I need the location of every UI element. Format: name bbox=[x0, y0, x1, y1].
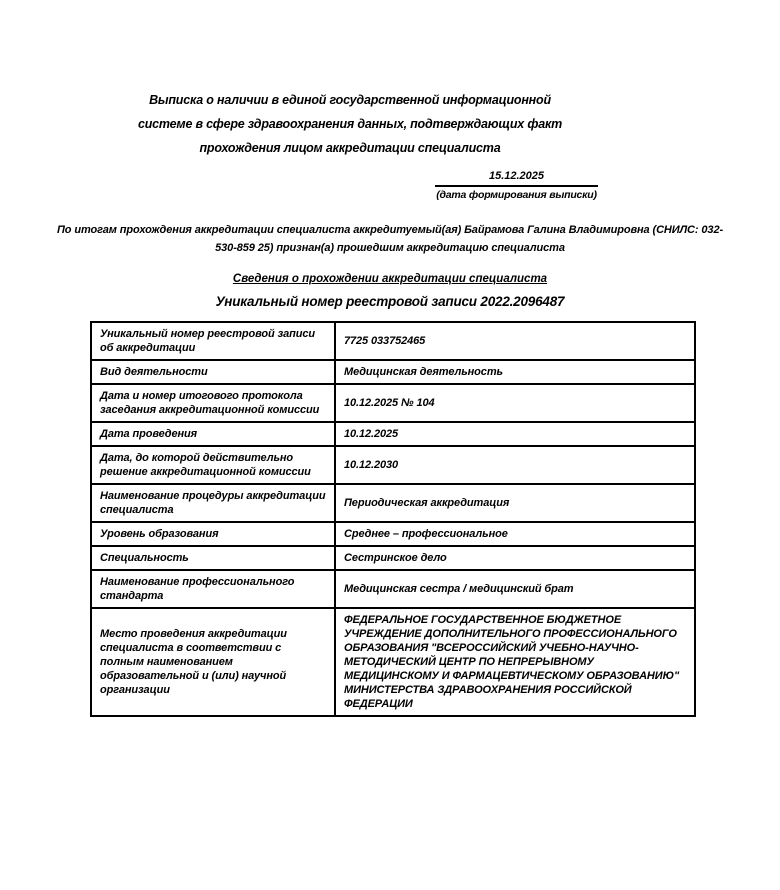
row-label: Уровень образования bbox=[91, 522, 335, 546]
intro-paragraph: По итогам прохождения аккредитации специалиста аккредитуемый(ая) Байрамова Галина Владимировна (СНИЛС: 032-530-859 25) признан(а) прошедшим аккредитацию специалиста bbox=[56, 224, 724, 254]
row-value: Периодическая аккредитация bbox=[335, 484, 695, 522]
row-label: Уникальный номер реестровой записи об аккредитации bbox=[91, 322, 335, 360]
formation-date-caption: (дата формирования выписки) bbox=[436, 189, 597, 201]
row-value: Медицинская сестра / медицинский брат bbox=[335, 570, 695, 608]
accreditation-table bbox=[90, 321, 696, 717]
accreditation-table-body bbox=[91, 322, 695, 716]
registry-number-heading: Уникальный номер реестровой записи 2022.2096487 bbox=[215, 294, 565, 309]
table-row bbox=[91, 446, 695, 484]
table-row bbox=[91, 322, 695, 360]
table-row bbox=[91, 484, 695, 522]
table-row bbox=[91, 384, 695, 422]
row-label: Специальность bbox=[91, 546, 335, 570]
row-label: Наименование процедуры аккредитации специалиста bbox=[91, 484, 335, 522]
row-value: Сестринское дело bbox=[335, 546, 695, 570]
row-value: 10.12.2025 bbox=[335, 422, 695, 446]
row-label: Дата и номер итогового протокола заседания аккредитационной комиссии bbox=[91, 384, 335, 422]
row-value: 10.12.2030 bbox=[335, 446, 695, 484]
document-title bbox=[60, 88, 640, 160]
row-value: ФЕДЕРАЛЬНОЕ ГОСУДАРСТВЕННОЕ БЮДЖЕТНОЕ УЧРЕЖДЕНИЕ ДОПОЛНИТЕЛЬНОГО ПРОФЕССИОНАЛЬНОГО ОБРАЗОВАНИЯ "ВСЕРОССИЙСКИЙ УЧЕБНО-НАУЧНО-МЕТОДИЧЕСКИЙ ЦЕНТР ПО НЕПРЕРЫВНОМУ МЕДИЦИНСКОМУ И ФАРМАЦЕВТИЧЕСКОМУ ОБРАЗОВАНИЮ" МИНИСТЕРСТВА ЗДРАВООХРАНЕНИЯ РОССИЙСКОЙ ФЕДЕРАЦИИ bbox=[335, 608, 695, 716]
document-title-line-2: системе в сфере здравоохранения данных, подтверждающих факт bbox=[137, 117, 562, 131]
row-label: Дата, до которой действительно решение аккредитационной комиссии bbox=[91, 446, 335, 484]
formation-date-block bbox=[435, 170, 598, 201]
section-heading: Сведения о прохождении аккредитации специалиста bbox=[232, 273, 548, 285]
table-row bbox=[91, 570, 695, 608]
row-value: 10.12.2025 № 104 bbox=[335, 384, 695, 422]
row-label: Дата проведения bbox=[91, 422, 335, 446]
row-value: Медицинская деятельность bbox=[335, 360, 695, 384]
table-row bbox=[91, 608, 695, 716]
table-row bbox=[91, 546, 695, 570]
row-label: Вид деятельности bbox=[91, 360, 335, 384]
row-value: 7725 033752465 bbox=[335, 322, 695, 360]
table-row bbox=[91, 422, 695, 446]
document-title-line-1: Выписка о наличии в единой государственной информационной bbox=[149, 93, 551, 107]
row-label: Наименование профессионального стандарта bbox=[91, 570, 335, 608]
table-row bbox=[91, 522, 695, 546]
row-label: Место проведения аккредитации специалиста в соответствии с полным наименованием образовательной и (или) научной организации bbox=[91, 608, 335, 716]
formation-date-value: 15.12.2025 bbox=[435, 170, 598, 187]
document-title-line-3: прохождения лицом аккредитации специалиста bbox=[199, 141, 501, 155]
row-value: Среднее – профессиональное bbox=[335, 522, 695, 546]
table-row bbox=[91, 360, 695, 384]
